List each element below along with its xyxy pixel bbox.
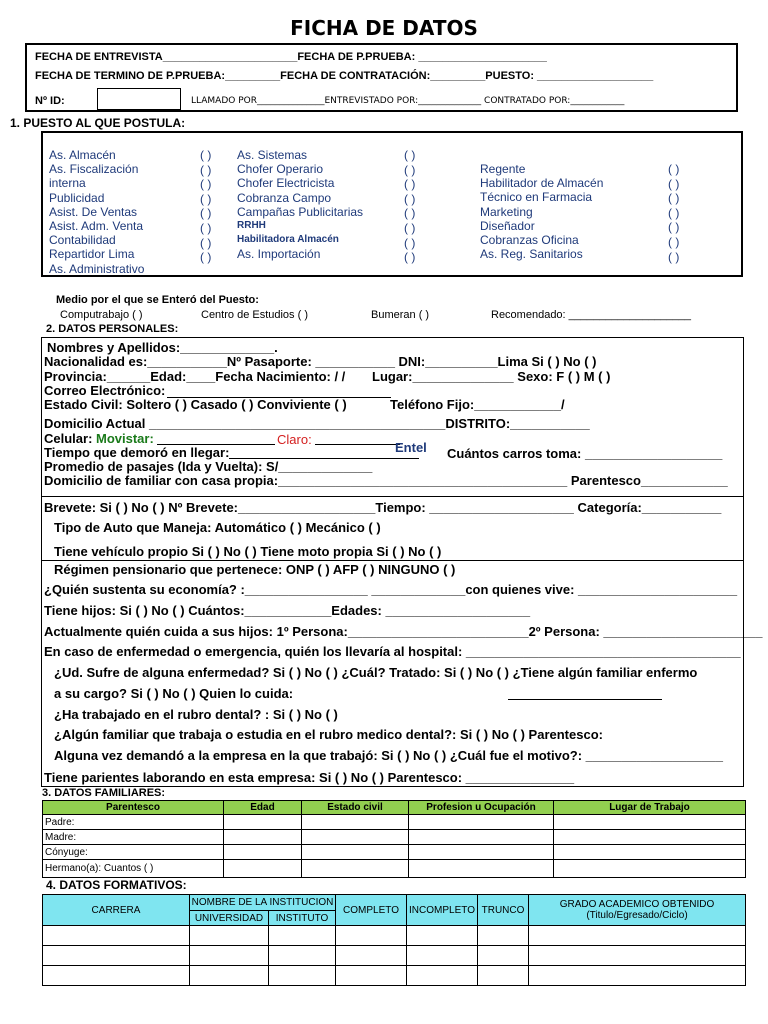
puesto-item: Marketing [480, 204, 533, 219]
header-row1: FECHA DE ENTREVISTA______________________FECHA DE P.PRUEBA: _____________________ [35, 51, 547, 63]
puesto-item: As. Fiscalización [49, 162, 139, 177]
puesto-item: Campañas Publicitarias [237, 204, 364, 219]
cell[interactable] [409, 845, 554, 860]
checkbox[interactable]: ( ) [668, 249, 680, 264]
cell[interactable] [302, 830, 409, 845]
medio-computrabajo[interactable]: Computrabajo ( ) [60, 309, 143, 321]
correo-field[interactable]: Correo Electrónico: [44, 383, 166, 398]
puesto-item: As. Importación [237, 247, 321, 262]
cell[interactable] [190, 946, 269, 966]
cell[interactable] [269, 966, 336, 986]
col-header: Profesion u Ocupación [409, 801, 554, 815]
nombres-field[interactable]: Nombres y Apellidos:_____________. [47, 340, 278, 355]
section4-title: 4. DATOS FORMATIVOS: [46, 878, 187, 892]
cell[interactable] [409, 815, 554, 830]
tipo-auto-row[interactable]: Tipo de Auto que Maneja: Automático ( ) Mecánico ( ) [54, 520, 381, 535]
llamado-row: LLAMADO POR_______________ENTREVISTADO POR:______________ CONTRATADO POR:____________ [191, 96, 625, 106]
cell[interactable] [43, 966, 190, 986]
tiempo-label[interactable]: Tiempo que demoró en llegar: [44, 445, 230, 460]
brevete-row[interactable]: Brevete: Si ( ) No ( ) Nº Brevete:___________________Tiempo: ____________________ Categoría:___________ [44, 500, 722, 515]
col-header: INCOMPLETO [407, 895, 478, 926]
sustenta-row[interactable]: ¿Quién sustenta su economía? :_________________ _____________con quienes vive: ______________________ [44, 582, 738, 597]
cuida-line [508, 699, 662, 700]
grado-subtitle: (Titulo/Egresado/Ciclo) [586, 910, 688, 921]
cell[interactable] [407, 946, 478, 966]
checkbox[interactable]: ( ) [404, 177, 416, 192]
col-header: COMPLETO [336, 895, 407, 926]
checkbox[interactable]: ( ) [404, 250, 416, 265]
checkbox[interactable]: ( ) [404, 220, 416, 235]
pasajes-field[interactable]: Promedio de pasajes (Ida y Vuelta): S/_____________ [44, 459, 373, 474]
cell[interactable] [336, 946, 407, 966]
id-label: Nº ID: [35, 95, 65, 107]
checkbox[interactable]: ( ) [404, 162, 416, 177]
header-row2: FECHA DE TERMINO DE P.PRUEBA:_________FECHA DE CONTRATACIÓN:_________PUESTO: ___________________ [35, 70, 654, 82]
puesto-col2 [237, 148, 363, 262]
row-label: Cónyuge: [43, 845, 224, 860]
checkbox[interactable]: ( ) [668, 205, 680, 220]
puesto-item: Diseñador [480, 218, 535, 233]
medio-centro[interactable]: Centro de Estudios ( ) [201, 309, 308, 321]
cell[interactable] [224, 845, 302, 860]
table-row [43, 946, 746, 966]
telefono-field[interactable]: Teléfono Fijo:____________/ [390, 397, 565, 412]
puesto-item: Chofer Electricista [237, 176, 335, 191]
carros-field[interactable]: Cuántos carros toma: ___________________ [447, 446, 723, 461]
cell[interactable] [43, 926, 190, 946]
puesto-item: Contabilidad [49, 233, 116, 248]
checkbox[interactable]: ( ) [668, 176, 680, 191]
hospital-row[interactable]: En caso de enfermedad o emergencia, quién los llevaría al hospital: ______________________________________ [44, 644, 741, 659]
rubro-dental-row[interactable]: ¿Ha trabajado en el rubro dental? : Si ( ) No ( ) [54, 707, 338, 722]
cell[interactable] [554, 830, 746, 845]
checkbox[interactable]: ( ) [200, 191, 212, 206]
puesto-item: Publicidad [49, 190, 105, 205]
cell[interactable] [478, 946, 529, 966]
domicilio-familiar-field[interactable]: Domicilio de familiar con casa propia:________________________________________ Parentesco____________ [44, 473, 728, 488]
grado-title: GRADO ACADEMICO OBTENIDO [559, 899, 715, 910]
cell[interactable] [190, 926, 269, 946]
celular-label: Celular: [44, 431, 93, 446]
puesto-item: Cobranzas Oficina [480, 233, 579, 248]
cell[interactable] [43, 946, 190, 966]
cell[interactable] [554, 815, 746, 830]
col-header: CARRERA [43, 895, 190, 926]
vehiculo-row[interactable]: Tiene vehículo propio Si ( ) No ( ) Tiene moto propia Si ( ) No ( ) [54, 544, 442, 559]
puesto-item: Asist. De Ventas [49, 204, 138, 219]
table-row [43, 926, 746, 946]
puesto-item: Cobranza Campo [237, 190, 332, 205]
demanda-row[interactable]: Alguna vez demandó a la empresa en la que trabajó: Si ( ) No ( ) ¿Cuál fue el motivo?: ___________________ [54, 748, 724, 763]
checkbox[interactable]: ( ) [404, 148, 416, 162]
checkbox[interactable]: ( ) [668, 162, 680, 176]
table-row [43, 966, 746, 986]
col-header-grado [529, 895, 746, 926]
cell[interactable] [336, 966, 407, 986]
cell[interactable] [302, 860, 409, 878]
hijos-row[interactable]: Tiene hijos: Si ( ) No ( ) Cuántos:____________Edades: ____________________ [44, 603, 531, 618]
col-header: NOMBRE DE LA INSTITUCION [190, 895, 336, 911]
checkbox[interactable]: ( ) [200, 250, 212, 265]
claro-label: Claro: [277, 432, 312, 447]
cell[interactable] [409, 860, 554, 878]
section3-title: 3. DATOS FAMILIARES: [42, 787, 166, 799]
puesto-item: Regente [480, 162, 526, 176]
checkbox[interactable]: ( ) [668, 220, 680, 235]
table-row [43, 845, 746, 860]
puesto-item: As. Reg. Sanitarios [480, 247, 583, 262]
puesto-col1-checks [200, 148, 211, 265]
familiar-dental-row[interactable]: ¿Algún familiar que trabaja o estudia en el rubro medico dental?: Si ( ) No ( ) Parentesco: [54, 727, 603, 742]
row-label: Padre: [43, 815, 224, 830]
col-header: Parentesco [43, 801, 224, 815]
puesto-col1 [49, 148, 144, 276]
section2-title: 2. DATOS PERSONALES: [46, 323, 179, 335]
cell[interactable] [529, 946, 746, 966]
puesto-item: Técnico en Farmacia [480, 190, 593, 205]
parientes-row[interactable]: Tiene parientes laborando en esta empresa: Si ( ) No ( ) Parentesco: _______________ [44, 770, 575, 785]
cell[interactable] [190, 966, 269, 986]
puesto-item: RRHH [237, 220, 266, 232]
cargo-row[interactable]: a su cargo? Si ( ) No ( ) Quien lo cuida: [54, 686, 294, 701]
familiares-table [42, 800, 746, 878]
cell[interactable] [302, 815, 409, 830]
puesto-item: Chofer Operario [237, 162, 324, 177]
cell[interactable] [224, 815, 302, 830]
puesto-box [41, 131, 743, 277]
cell[interactable] [478, 966, 529, 986]
movistar-label: Movistar: [96, 431, 154, 446]
checkbox[interactable]: ( ) [404, 235, 416, 250]
cell[interactable] [529, 966, 746, 986]
col-header: Estado civil [302, 801, 409, 815]
enfermedad-row[interactable]: ¿Ud. Sufre de alguna enfermedad? Si ( ) No ( ) ¿Cuál? Tratado: Si ( ) No ( ) ¿Tiene algún familiar enfermo [54, 665, 698, 680]
claro-line [315, 444, 400, 445]
provincia-row[interactable]: Provincia:______Edad:____Fecha Nacimiento: / / [44, 369, 346, 384]
checkbox[interactable]: ( ) [404, 206, 416, 221]
cuida-hijos-row[interactable]: Actualmente quién cuida a sus hijos: 1º Persona:_________________________2º Persona: ______________________ [44, 624, 763, 639]
checkbox[interactable]: ( ) [668, 234, 680, 249]
medio-bumeran[interactable]: Bumeran ( ) [371, 309, 430, 321]
estado-civil-row[interactable]: Estado Civil: Soltero ( ) Casado ( ) Conviviente ( ) [44, 397, 347, 412]
cell[interactable] [269, 926, 336, 946]
medio-recomendado[interactable]: Recomendado: ____________________ [491, 309, 692, 321]
row-label: Madre: [43, 830, 224, 845]
formativos-table [42, 894, 746, 986]
puesto-item: Habilitadora Almacén [237, 234, 339, 246]
table-row [43, 860, 746, 878]
section1-title: 1. PUESTO AL QUE POSTULA: [10, 116, 186, 130]
col-header: Lugar de Trabajo [554, 801, 746, 815]
page-title: FICHA DE DATOS [290, 16, 478, 40]
cell[interactable] [554, 860, 746, 878]
col-header: TRUNCO [478, 895, 529, 926]
checkbox[interactable]: ( ) [200, 206, 212, 221]
col-header: UNIVERSIDAD [190, 911, 269, 926]
cell[interactable] [269, 946, 336, 966]
puesto-item: As. Almacén [49, 148, 116, 162]
puesto-item: Asist. Adm. Venta [49, 219, 144, 234]
puesto-item: Habilitador de Almacén [480, 176, 604, 191]
puesto-col3-checks [668, 162, 679, 264]
col-header: Edad [224, 801, 302, 815]
table-row [43, 815, 746, 830]
id-field[interactable] [97, 88, 181, 110]
checkbox[interactable]: ( ) [404, 191, 416, 206]
puesto-item: Repartidor Lima [49, 247, 135, 262]
divider [41, 560, 744, 561]
entel-label: Entel [395, 440, 427, 455]
nacionalidad-row[interactable]: Nacionalidad es:___________Nº Pasaporte: ___________ DNI:__________Lima Si ( ) No ( ) [44, 354, 597, 369]
checkbox[interactable]: ( ) [200, 162, 212, 177]
cell[interactable] [554, 845, 746, 860]
checkbox[interactable]: ( ) [200, 235, 212, 250]
lugar-sexo-row[interactable]: Lugar:______________ Sexo: F ( ) M ( ) [372, 369, 611, 384]
cell[interactable] [407, 966, 478, 986]
checkbox[interactable]: ( ) [200, 220, 212, 235]
cell[interactable] [529, 926, 746, 946]
cell[interactable] [224, 830, 302, 845]
divider [41, 496, 744, 497]
cell[interactable] [302, 845, 409, 860]
puesto-item: interna [49, 176, 86, 191]
col-header: INSTITUTO [269, 911, 336, 926]
checkbox[interactable]: ( ) [668, 191, 680, 206]
regimen-row[interactable]: Régimen pensionario que pertenece: ONP ( ) AFP ( ) NINGUNO ( ) [54, 562, 456, 577]
cell[interactable] [407, 926, 478, 946]
puesto-item: As. Sistemas [237, 148, 308, 162]
medio-title: Medio por el que se Enteró del Puesto: [56, 294, 259, 306]
checkbox[interactable]: ( ) [200, 148, 212, 162]
cell[interactable] [409, 830, 554, 845]
puesto-item: As. Administrativo [49, 261, 145, 276]
puesto-col3 [480, 162, 603, 261]
table-row [43, 830, 746, 845]
cell[interactable] [478, 926, 529, 946]
puesto-col2-checks [404, 148, 415, 265]
cell[interactable] [224, 860, 302, 878]
checkbox[interactable]: ( ) [200, 177, 212, 192]
domicilio-field[interactable]: Domicilio Actual _________________________________________DISTRITO:___________ [44, 416, 590, 431]
row-label: Hermano(a): Cuantos ( ) [43, 860, 224, 878]
cell[interactable] [336, 926, 407, 946]
